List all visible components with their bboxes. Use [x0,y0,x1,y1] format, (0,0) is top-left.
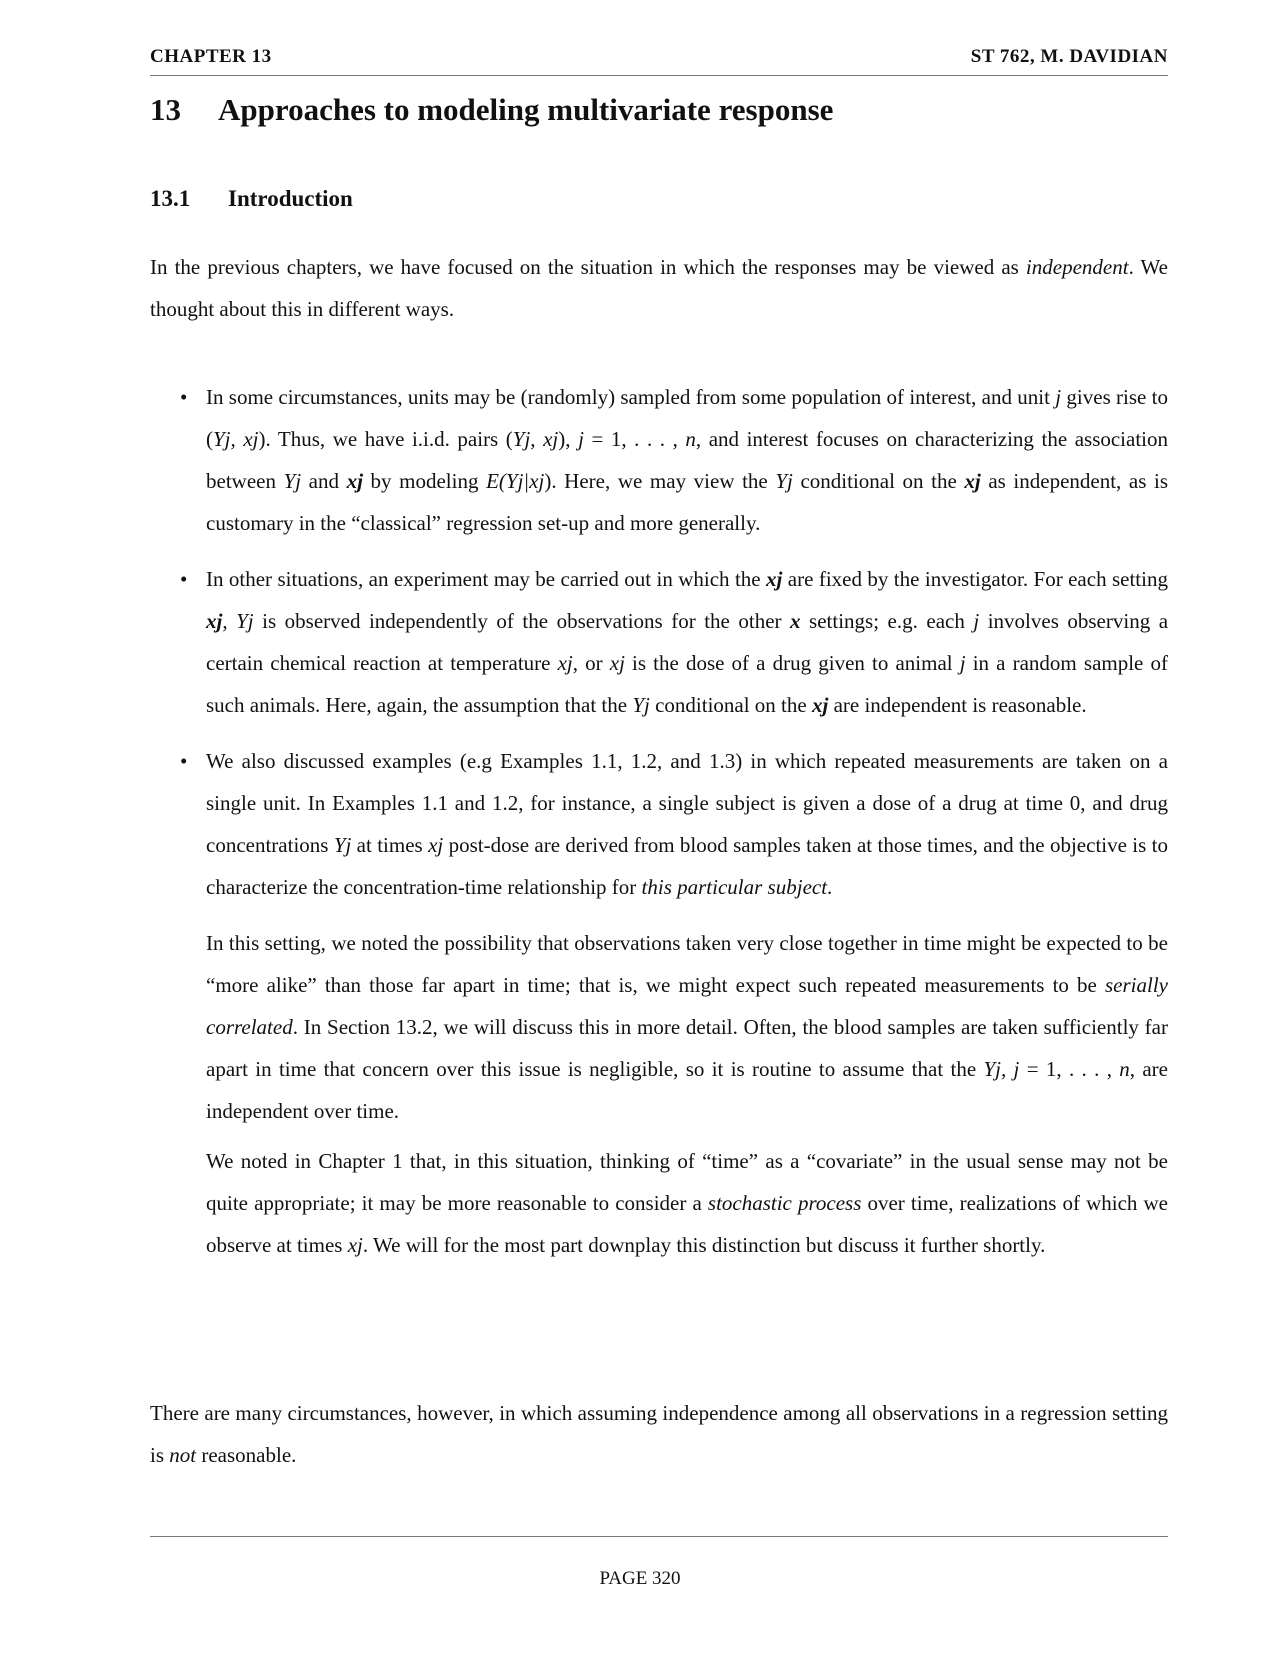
text: over time, realizations of which we observe at times [206,1191,1168,1257]
list-item [150,558,1168,726]
section-title [150,186,353,212]
text: settings; e.g. each [800,609,974,633]
emphasis: not [169,1443,197,1467]
text: are independent is reasonable. [828,693,1087,717]
math: E(Yj|xj [486,469,545,493]
text: We noted in Chapter 1 that, in this situation, thinking of “time” as a “covariate” in the usual sense may not be quite appropriate; it may be more reasonable to consider a [206,1149,1168,1215]
intro-text-end: . We thought about this in different ways. [150,255,1168,321]
math: xj [206,609,223,633]
text: In this setting, we noted the possibility that observations taken very close together in time might be expected to be “more alike” than those far apart in time; that is, we might expect such repeated measurements to be [206,931,1168,997]
text: are fixed by the investigator. For each setting [782,567,1168,591]
bullet-icon: • [180,385,188,409]
intro-text: In the previous chapters, we have focused on the situation in which the responses may be viewed as [150,255,1026,279]
math: xj [766,567,783,591]
section-number: 13.1 [150,186,191,211]
math: j [973,609,980,633]
text: in a random sample of such animals. Here, again, the assumption that the [206,651,1168,717]
text: , are independent over time. [206,1057,1168,1123]
text: . We will for the most part downplay this distinction but discuss it further shortly. [362,1233,1046,1257]
list-item [150,740,1168,908]
text: = 1, . . . , [1019,1057,1120,1081]
text: There are many circumstances, however, in which assuming independence among all observations in a regression setting is [150,1401,1168,1467]
text: . In Section 13.2, we will discuss this in more detail. Often, the blood samples are taken sufficiently far apart in time that concern over this issue is negligible, so it is routine to assume that the [206,1015,1168,1081]
math: j [578,427,584,451]
math: xj [811,693,829,717]
math: Yj [632,693,650,717]
math: j [959,651,966,675]
emphasis: serially correlated [206,973,1168,1039]
section-title-text: Introduction [228,186,353,211]
text: conditional on the [649,693,812,717]
text: reasonable. [196,1443,297,1467]
math: n [1119,1057,1130,1081]
text: , and interest focuses on characterizing the association between [206,427,1169,493]
paragraph [150,922,1168,1132]
math: xj [346,469,363,493]
math: Yj, xj [512,427,559,451]
header-course: ST 762, M. DAVIDIAN [970,46,1168,67]
math: Yj, xj [213,427,259,451]
text: is observed independently of the observations for the other [262,609,791,633]
list-item [150,376,1168,544]
emphasis: this particular subject [641,875,828,899]
text: We also discussed examples (e.g Examples 1.1, 1.2, and 1.3) in which repeated measurements are taken on a single unit. In Examples 1.1 and 1.2, for instance, a single subject is given a dose of a drug at time 0, and drug concentrations [206,749,1168,857]
footer-rule [150,1536,1168,1537]
text: . [827,875,833,899]
text: as independent, as is customary in the “classical” regression set-up and more generally. [206,469,1168,535]
intro-emphasis: independent [1025,255,1129,279]
bullet-icon: • [180,749,188,773]
paragraph [150,1140,1168,1266]
text: = 1, . . . , [583,427,686,451]
text: is the dose of a drug given to animal [624,651,960,675]
math: Yj [775,469,793,493]
text: gives rise to ( [206,385,1169,451]
running-header [150,46,1168,68]
text: post-dose are derived from blood samples taken at those times, and the objective is to characterize the concentration-time relationship for [206,833,1168,899]
math: Yj [236,609,254,633]
closing-paragraph [150,1392,1168,1476]
header-chapter: CHAPTER 13 [150,46,272,67]
text: , [222,609,237,633]
text: by modeling [362,469,487,493]
math: Yj [283,469,302,493]
text [254,609,263,633]
text: , or [572,651,610,675]
header-rule [150,75,1168,76]
math: xj [347,1233,363,1257]
text: ), [558,427,579,451]
text: at times [351,833,429,857]
math: xj [557,651,573,675]
math: xj [609,651,625,675]
text: involves observing a certain chemical reaction at temperature [206,609,1169,675]
emphasis: stochastic process [707,1191,862,1215]
math: xj [964,469,981,493]
text: conditional on the [792,469,965,493]
chapter-title-text: Approaches to modeling multivariate response [218,92,834,127]
intro-paragraph [150,246,1168,330]
text: and [301,469,347,493]
math: x [790,609,801,633]
bullet-icon: • [180,567,188,591]
text: In other situations, an experiment may be carried out in which the [206,567,767,591]
text: ). Here, we may view the [544,469,776,493]
text: ). Thus, we have i.i.d. pairs ( [258,427,513,451]
chapter-number: 13 [150,92,181,127]
math: n [685,427,696,451]
bullet-list [150,376,1168,1266]
math: j [1055,385,1062,409]
math: Yj [333,833,352,857]
math: Yj, j [983,1057,1020,1081]
text: In some circumstances, units may be (randomly) sampled from some population of interest, and unit [206,385,1056,409]
page-number: PAGE 320 [599,1568,681,1589]
math: xj [428,833,444,857]
chapter-title [150,92,833,128]
